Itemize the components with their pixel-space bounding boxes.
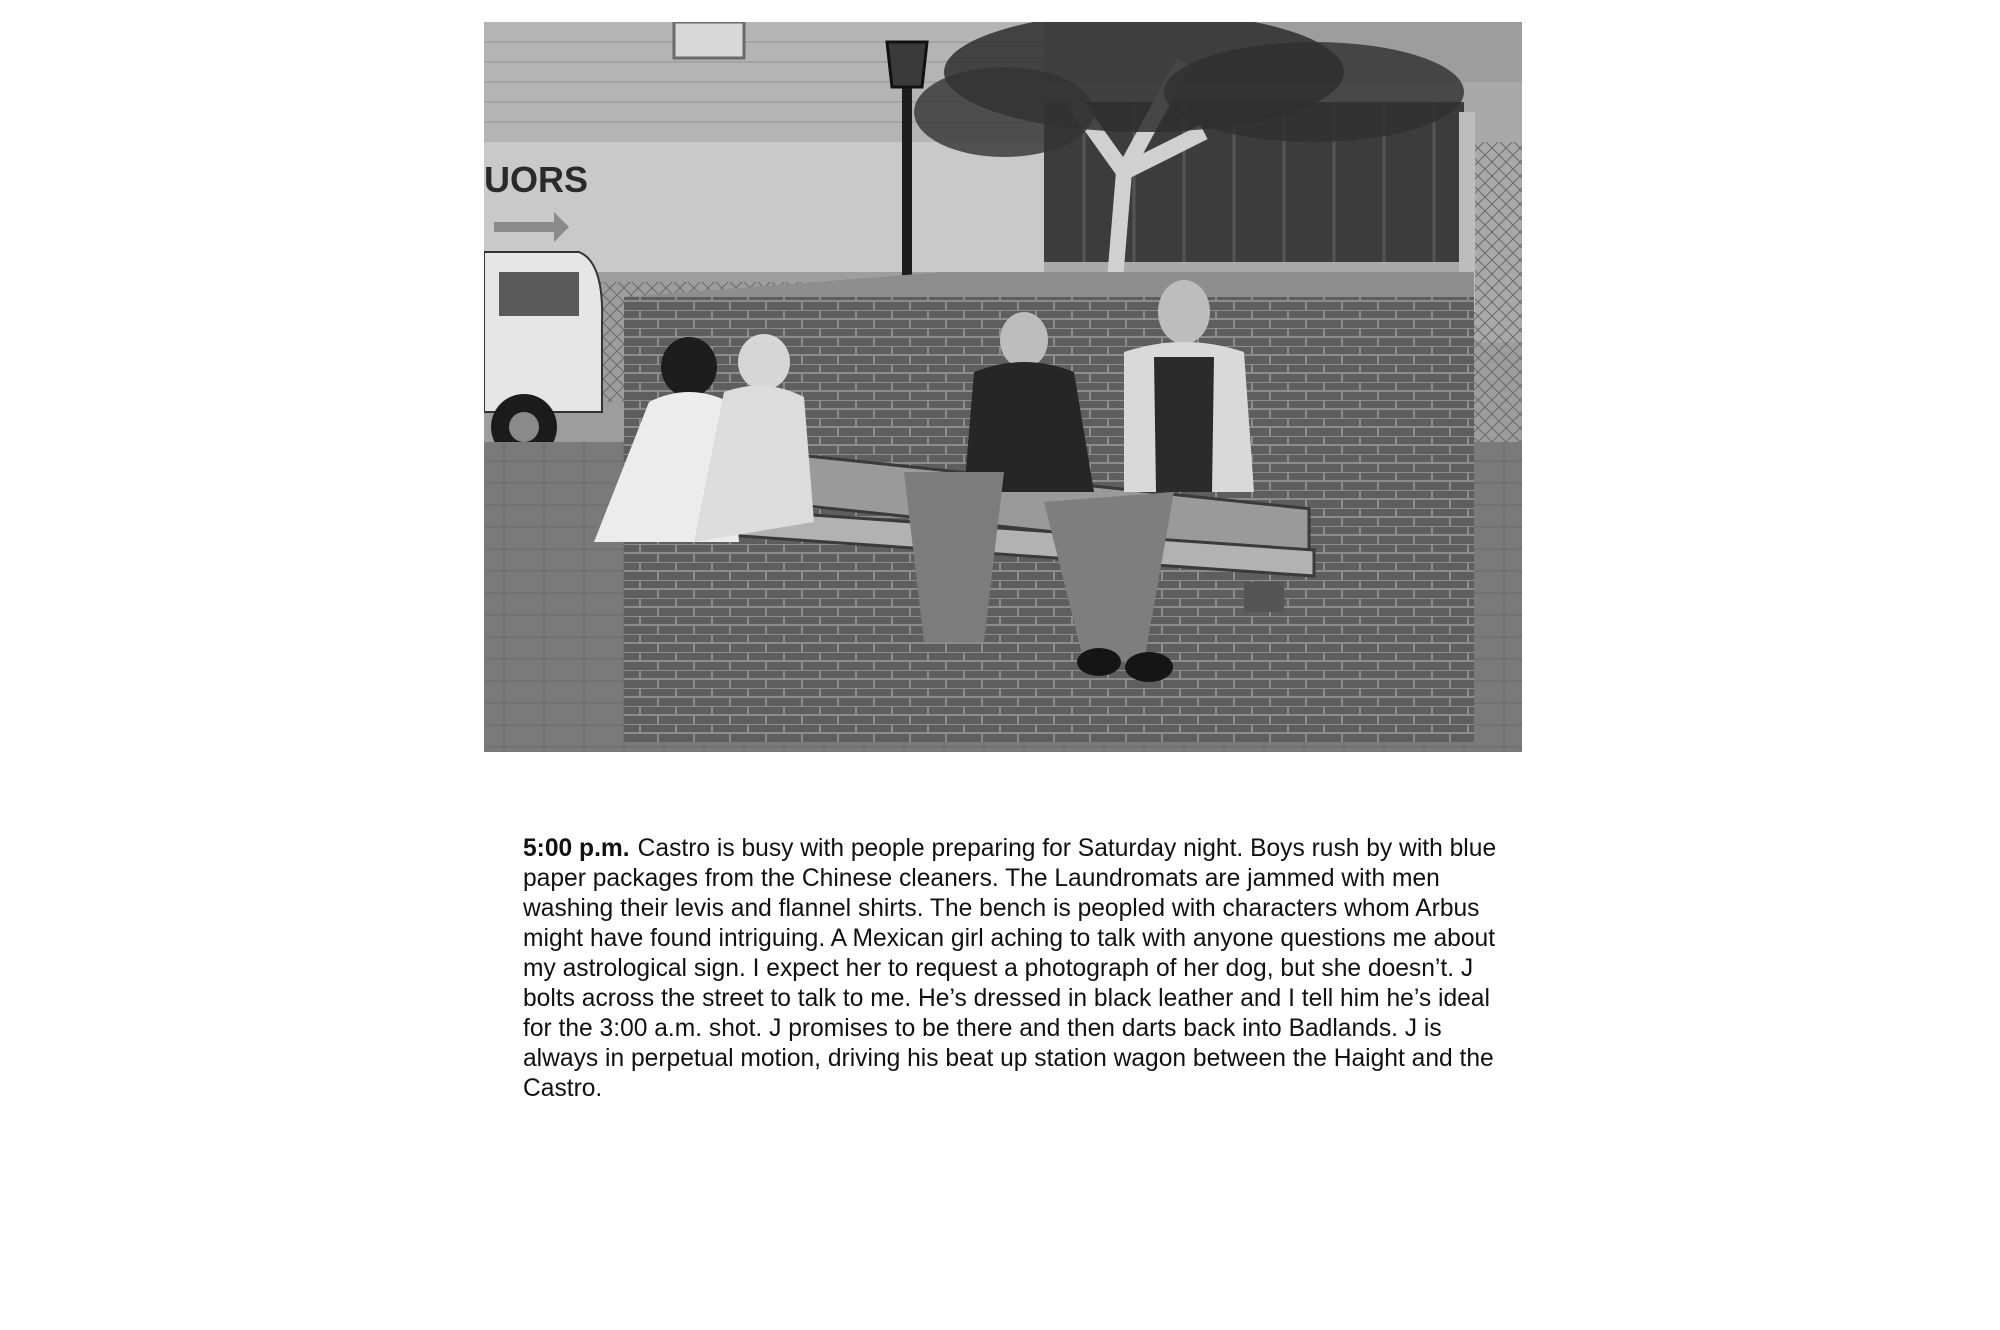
journal-entry	[523, 834, 1503, 1104]
liquors-sign-text: UORS	[484, 159, 589, 200]
entry-time: 5:00 p.m.	[523, 835, 630, 862]
photograph-illustration	[484, 22, 1522, 752]
entry-text: Castro is busy with people preparing for Saturday night. Boys rush by with blue paper packages from the Chinese cleaners. The Laundromats are jammed with men washing their levis and flannel shirts. The bench is peopled with characters whom Arbus might have found intriguing. A Mexican girl aching to talk with anyone questions me about my astrological sign. I expect her to request a photograph of her dog, but she doesn’t. J bolts across the street to talk to me. He’s dressed in black leather and I tell him he’s ideal for the 3:00 a.m. shot. J promises to be there and then darts back into Badlands. J is always in perpetual motion, driving his beat up station wagon between the Haight and the Castro.	[523, 835, 1497, 1102]
street-photograph	[484, 22, 1522, 752]
